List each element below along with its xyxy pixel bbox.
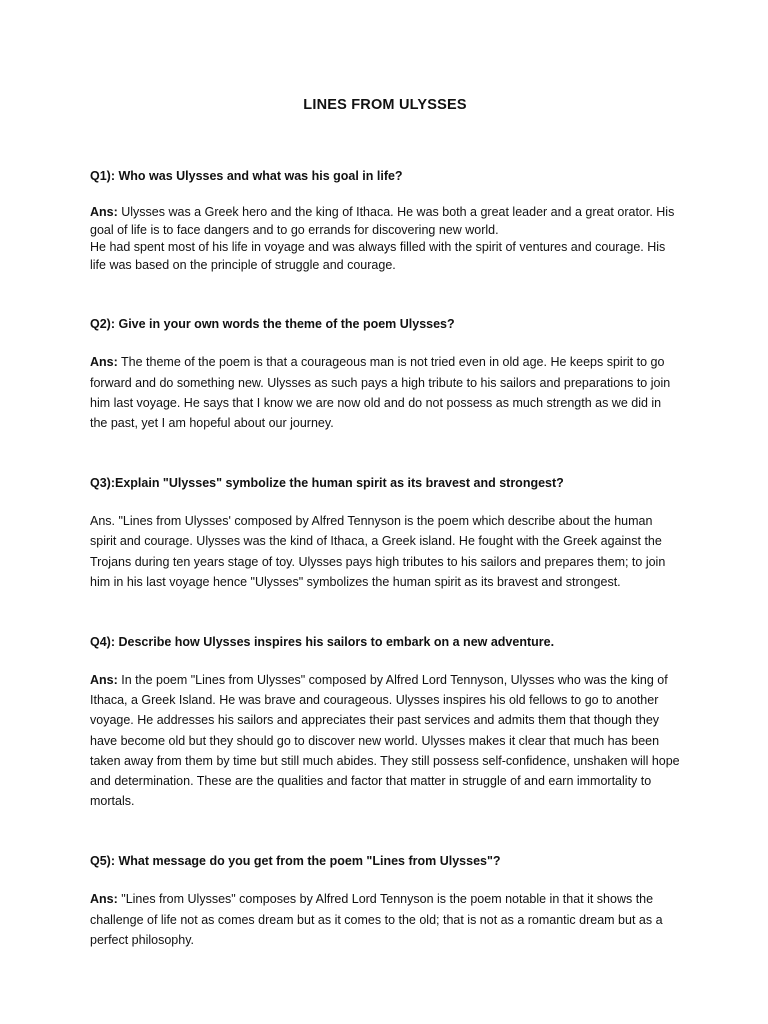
answer-1 xyxy=(90,204,680,239)
answer-3: Ans. "Lines from Ulysses' composed by Alfred Tennyson is the poem which describe about the human spirit and courage. Ulysses was the kind of Ithaca, a Greek island. He fought with the Greek against the Trojans during ten years stage of toy. Ulysses pays high tributes to his sailors and prepares them; to join him in his last voyage hence "Ulysses" symbolizes the human spirit as its bravest and strongest. xyxy=(90,514,666,589)
answer-text: The theme of the poem is that a courageous man is not tried even in old age. He keeps spirit to go forward and do something new. Ulysses as such pays a high tribute to his sailors and preparations to join him last voyage. He says that I know we are now old and do not possess as much strength as we did in the past, yet I am hopeful about our journey. xyxy=(90,355,671,430)
qa-block-4 xyxy=(90,632,680,811)
answer-1-continued: He had spent most of his life in voyage and was always filled with the spirit of ventures and courage. His life was based on the principle of struggle and courage. xyxy=(90,240,666,272)
answer-text: "Lines from Ulysses" composes by Alfred Lord Tennyson is the poem notable in that it shows the challenge of life not as comes dream but as it comes to the old; that is not as a romantic dream but as a perfect philosophy. xyxy=(90,892,663,947)
answer-2 xyxy=(90,352,680,433)
answer-label: Ans: xyxy=(90,892,118,907)
qa-block-2 xyxy=(90,314,680,433)
answer-text: In the poem "Lines from Ulysses" composed by Alfred Lord Tennyson, Ulysses who was the king of Ithaca, a Greek Island. He was brave and courageous. Ulysses inspires his old fellows to go to another voyage. He addresses his sailors and appreciates their past services and admits them that though they have become old but they should go to discover new world. Ulysses makes it clear that much has been taken away from them by time but still much abides. They still possess self-confidence, unshaken will hope and determination. These are the qualities and factor that matter in struggle of and earn immortality to mortals. xyxy=(90,673,680,809)
qa-block-3 xyxy=(90,473,680,592)
question-1: Q1): Who was Ulysses and what was his goal in life? xyxy=(90,169,403,183)
answer-label: Ans: xyxy=(90,205,118,219)
answer-label: Ans: xyxy=(90,673,118,687)
question-2: Q2): Give in your own words the theme of the poem Ulysses? xyxy=(90,317,455,332)
answer-4 xyxy=(90,670,680,811)
qa-block-1 xyxy=(90,166,680,274)
question-5: Q5): What message do you get from the poem "Lines from Ulysses"? xyxy=(90,854,501,869)
answer-5 xyxy=(90,889,680,950)
question-4: Q4): Describe how Ulysses inspires his sailors to embark on a new adventure. xyxy=(90,635,555,649)
question-3: Q3):Explain "Ulysses" symbolize the human spirit as its bravest and strongest? xyxy=(90,476,564,491)
answer-text: Ulysses was a Greek hero and the king of Ithaca. He was both a great leader and a great orator. His goal of life is to face dangers and to go errands for discovering new world. xyxy=(90,205,675,237)
qa-block-5 xyxy=(90,851,680,950)
answer-label: Ans: xyxy=(90,355,118,370)
document-title: LINES FROM ULYSSES xyxy=(303,97,467,113)
document-page xyxy=(90,92,680,984)
